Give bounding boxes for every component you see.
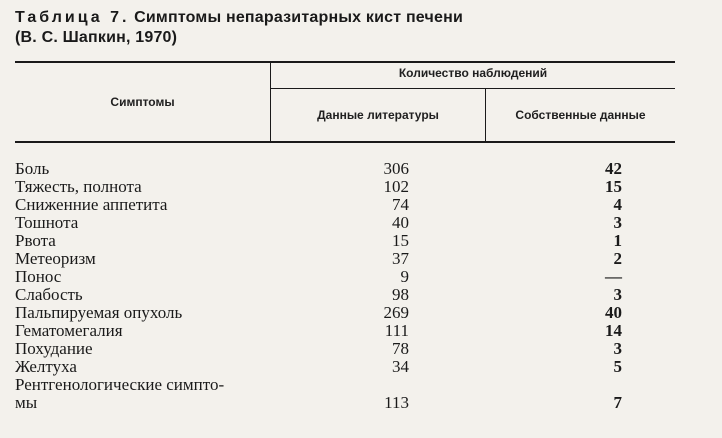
symptom-name: Желтуха — [15, 357, 77, 376]
table-row — [15, 304, 675, 322]
group-underline — [270, 88, 675, 89]
own-count: 42 — [605, 159, 622, 178]
literature-count: 269 — [383, 303, 409, 322]
table-body — [15, 160, 675, 412]
header-count-group: Количество наблюдений — [398, 66, 548, 80]
own-count: 40 — [605, 303, 622, 322]
table-row — [15, 358, 675, 376]
table-source: (В. С. Шапкин, 1970) — [15, 29, 178, 46]
top-rule — [15, 61, 675, 63]
literature-count: 37 — [392, 249, 409, 268]
literature-count: 9 — [400, 267, 409, 286]
table-row — [15, 160, 675, 178]
symptom-name: Гематомегалия — [15, 321, 123, 340]
header-own: Собственные данные — [515, 108, 646, 122]
symptom-name: Слабость — [15, 285, 83, 304]
literature-count: 78 — [392, 339, 409, 358]
literature-count: 15 — [392, 231, 409, 250]
table-row — [15, 214, 675, 232]
symptom-name: Сниженние аппетита — [15, 195, 168, 214]
table-caption — [15, 8, 463, 48]
own-count: 3 — [613, 213, 622, 232]
literature-count: 111 — [384, 321, 409, 340]
table-label: Таблица 7. — [15, 9, 130, 26]
own-count: 7 — [613, 393, 622, 412]
table-row — [15, 322, 675, 340]
own-count: 15 — [605, 177, 622, 196]
literature-count: 113 — [384, 393, 409, 412]
literature-count: 34 — [392, 357, 409, 376]
symptom-name: Понос — [15, 267, 62, 286]
own-count: 1 — [613, 231, 622, 250]
own-count: 3 — [613, 285, 622, 304]
symptom-name: Рентгенологические симпто- мы — [15, 375, 225, 412]
table-row — [15, 376, 675, 412]
table-row — [15, 250, 675, 268]
table-row — [15, 178, 675, 196]
literature-count: 102 — [383, 177, 409, 196]
table-row — [15, 196, 675, 214]
literature-count: 74 — [392, 195, 409, 214]
symptom-name: Метеоризм — [15, 249, 96, 268]
own-count: 14 — [605, 321, 622, 340]
header-symptoms: Симптомы — [110, 95, 175, 109]
header-literature: Данные литературы — [317, 108, 439, 122]
own-count: 3 — [613, 339, 622, 358]
literature-count: 306 — [383, 159, 409, 178]
literature-count: 98 — [392, 285, 409, 304]
table-row — [15, 340, 675, 358]
own-count: 2 — [613, 249, 622, 268]
literature-count: 40 — [392, 213, 409, 232]
symptom-name: Рвота — [15, 231, 56, 250]
table-row — [15, 232, 675, 250]
own-count: — — [605, 267, 622, 286]
table-row — [15, 286, 675, 304]
header-bottom-rule — [15, 141, 675, 143]
table-row — [15, 268, 675, 286]
table-title: Симптомы непаразитарных кист печени — [134, 9, 463, 26]
symptom-name: Боль — [15, 159, 50, 178]
symptom-name: Похудание — [15, 339, 93, 358]
symptom-name: Пальпируемая опухоль — [15, 303, 183, 322]
own-count: 4 — [613, 195, 622, 214]
own-count: 5 — [613, 357, 622, 376]
caption-line-1 — [15, 8, 463, 28]
symptom-name: Тяжесть, полнота — [15, 177, 142, 196]
symptom-name: Тошнота — [15, 213, 79, 232]
